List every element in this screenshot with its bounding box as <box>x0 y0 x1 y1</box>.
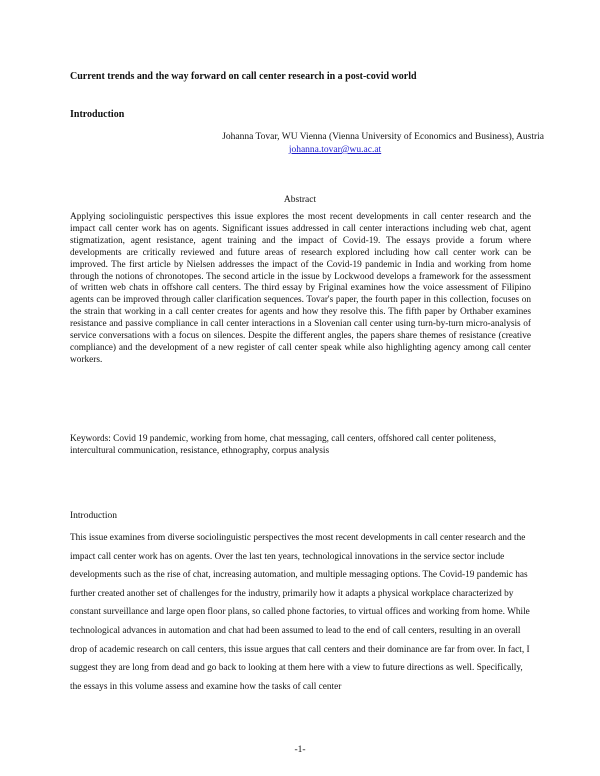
section-heading: Introduction <box>70 511 117 521</box>
abstract-text: Applying sociolinguistic perspectives this issue explores the most recent developments in call center research and the impact call center work has on agents. Significant issues addressed in call center interactions including web chat, agent stigmatization, agent resistance, agent training and the impact of Covid-19. The essays provide a forum where developments are critically reviewed and future areas of research explored including how call center work can be improved. The first article by Nielsen addresses the impact of the Covid-19 pandemic in India and working from home through the notions of chronotopes. The second article in the issue by Lockwood develops a framework for the assessment of written web chats in offshore call centers. The third essay by Friginal examines how the voice assessment of Filipino agents can be improved through caller clarification sequences. Tovar's paper, the fourth paper in this collection, focuses on the strain that working in a call center creates for agents and how they resolve this. The fifth paper by Orthaber examines resistance and passive compliance in call center interactions in a Slovenian call center using turn-by-turn micro-analysis of service conversations with a focus on silences. Despite the different angles, the papers share themes of resistance (creative compliance) and the development of a new register of call center speak while also highlighting agency among call center workers. <box>70 212 531 365</box>
body-text: This issue examines from diverse sociolinguistic perspectives the most recent developments in call center research and the impact call center work has on agents. Over the last ten years, technological innovations in the service sector include developments such as the rise of chat, increasing automation, and multiple messaging options. The Covid-19 pandemic has further created another set of challenges for the industry, primarily how it adapts a physical workplace characterized by constant surveillance and large open floor plans, so called phone factories, to virtual offices and working from home. While technological advances in automation and chat had been assumed to lead to the end of call centers, resulting in an overall drop of academic research on call centers, this issue argues that call centers and their dominance are far from over. In fact, I suggest they are long from dead and go back to looking at them here with a view to future directions as well. Specifically, the essays in this volume assess and examine how the tasks of call center <box>70 533 530 692</box>
keywords: Keywords: Covid 19 pandemic, working from home, chat messaging, call centers, offshored call center politeness, intercultural communication, resistance, ethnography, corpus analysis <box>70 434 497 456</box>
paper-title: Current trends and the way forward on call center research in a post-covid world <box>70 71 417 82</box>
author-affiliation: Johanna Tovar, WU Vienna (Vienna University of Economics and Business), Austria <box>222 132 544 142</box>
abstract-heading: Abstract <box>283 195 317 205</box>
page-number: -1- <box>294 745 306 755</box>
author-email-link[interactable]: johanna.tovar@wu.ac.at <box>288 145 382 155</box>
intro-heading: Introduction <box>70 109 125 120</box>
author-email-line <box>70 144 440 156</box>
